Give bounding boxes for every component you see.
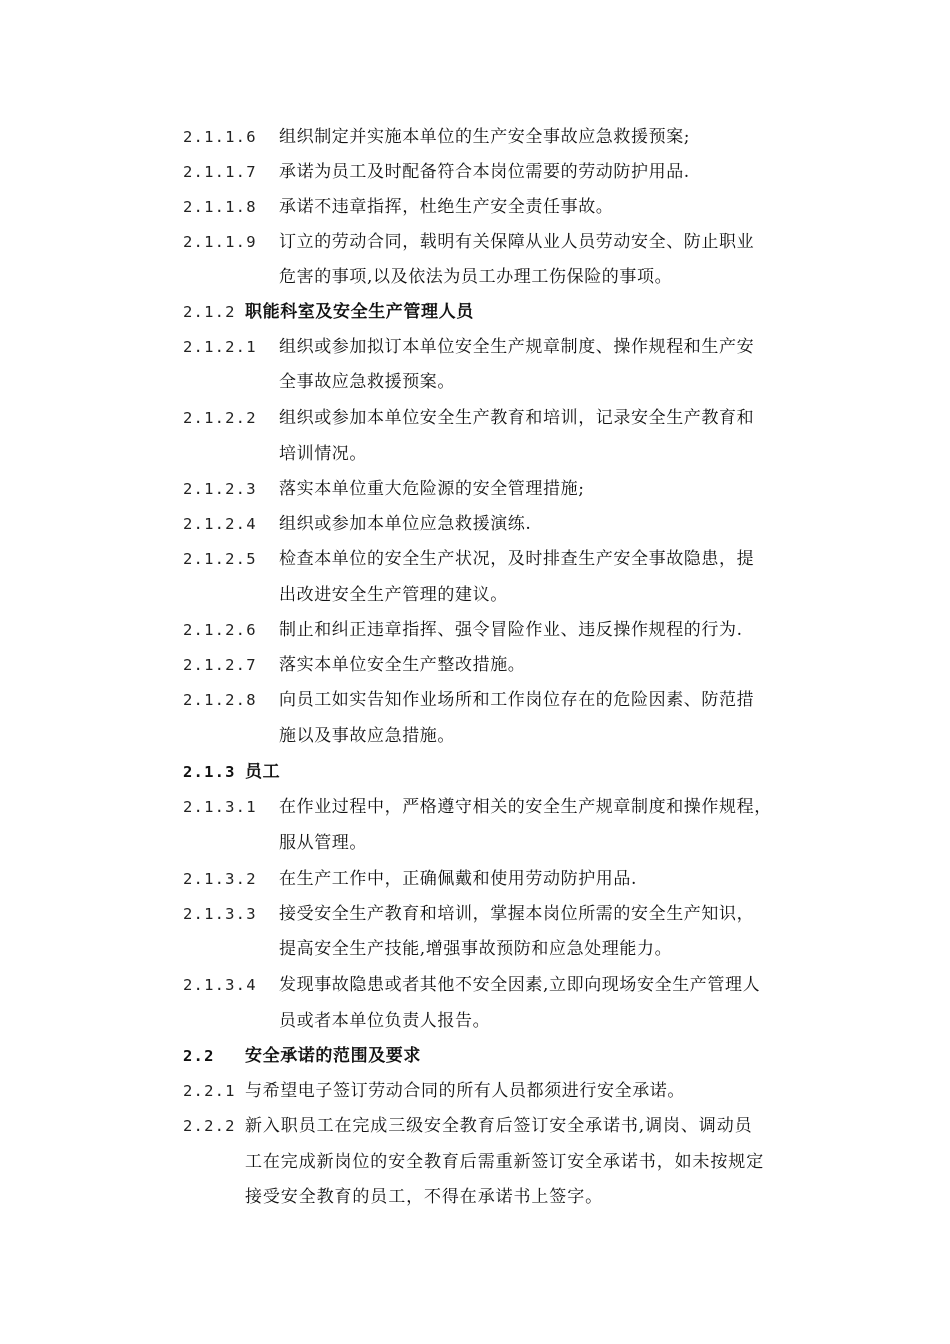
clause-text: 制止和纠正违章指挥、强令冒险作业、违反操作规程的行为. <box>279 620 743 640</box>
clause-text-line-1: 订立的劳动合同，载明有关保障从业人员劳动安全、防止职业 <box>279 232 755 252</box>
heading-number: 2.2 <box>183 1047 215 1065</box>
clause-text: 与希望电子签订劳动合同的所有人员都须进行安全承诺。 <box>245 1081 685 1101</box>
clause-2-2-2 <box>0 1111 950 1141</box>
clause-number: 2.1.2.6 <box>183 621 257 639</box>
clause-number: 2.1.3.1 <box>183 798 257 816</box>
heading-2-2 <box>0 1041 950 1071</box>
clause-2-2-1 <box>0 1076 950 1106</box>
clause-2-1-1-7 <box>0 157 950 187</box>
clause-number: 2.1.1.6 <box>183 128 257 146</box>
clause-2-2-2-cont-1 <box>0 1147 950 1177</box>
clause-2-1-2-8-cont <box>0 721 950 751</box>
clause-2-1-2-2 <box>0 403 950 433</box>
clause-text-line-1: 新入职员工在完成三级安全教育后签订安全承诺书,调岗、调动员 <box>245 1116 753 1136</box>
clause-text-line-1: 发现事故隐患或者其他不安全因素,立即向现场安全生产管理人 <box>279 975 761 995</box>
clause-text-line-2: 员或者本单位负责人报告。 <box>279 1011 491 1031</box>
clause-number: 2.1.2.7 <box>183 656 257 674</box>
clause-2-2-2-cont-2 <box>0 1182 950 1212</box>
clause-number: 2.1.1.7 <box>183 163 257 181</box>
clause-2-1-3-3-cont <box>0 934 950 964</box>
clause-2-1-1-9-cont <box>0 262 950 292</box>
clause-2-1-3-4-cont <box>0 1006 950 1036</box>
clause-2-1-1-6 <box>0 122 950 152</box>
clause-text: 在生产工作中，正确佩戴和使用劳动防护用品. <box>279 869 638 889</box>
heading-2-1-3 <box>0 757 950 787</box>
clause-number: 2.2.1 <box>183 1082 236 1100</box>
heading-title: 职能科室及安全生产管理人员 <box>245 302 474 322</box>
clause-text-line-2: 全事故应急救援预案。 <box>279 372 455 392</box>
clause-2-1-1-8 <box>0 192 950 222</box>
clause-number: 2.1.2.2 <box>183 409 257 427</box>
heading-2-1-2 <box>0 297 950 327</box>
heading-number: 2.1.2 <box>183 303 236 321</box>
clause-2-1-2-5-cont <box>0 580 950 610</box>
clause-2-1-3-2 <box>0 864 950 894</box>
clause-text-line-1: 接受安全生产教育和培训，掌握本岗位所需的安全生产知识， <box>279 904 755 924</box>
clause-2-1-2-3 <box>0 474 950 504</box>
clause-2-1-1-9 <box>0 227 950 257</box>
heading-number: 2.1.3 <box>183 763 236 781</box>
clause-text-line-2: 培训情况。 <box>279 444 367 464</box>
clause-number: 2.1.2.5 <box>183 550 257 568</box>
clause-text-line-1: 在作业过程中，严格遵守相关的安全生产规章制度和操作规程， <box>279 797 772 817</box>
clause-number: 2.1.3.2 <box>183 870 257 888</box>
clause-2-1-2-1 <box>0 332 950 362</box>
clause-2-1-2-5 <box>0 544 950 574</box>
clause-text-line-1: 组织或参加拟订本单位安全生产规章制度、操作规程和生产安 <box>279 337 755 357</box>
clause-2-1-2-7 <box>0 650 950 680</box>
clause-2-1-2-8 <box>0 685 950 715</box>
clause-2-1-3-1-cont <box>0 828 950 858</box>
clause-number: 2.1.3.3 <box>183 905 257 923</box>
clause-number: 2.1.2.1 <box>183 338 257 356</box>
clause-2-1-2-1-cont <box>0 367 950 397</box>
clause-text-line-3: 接受安全教育的员工，不得在承诺书上签字。 <box>245 1187 603 1207</box>
heading-title: 安全承诺的范围及要求 <box>245 1046 421 1066</box>
clause-2-1-3-3 <box>0 899 950 929</box>
clause-number: 2.1.1.9 <box>183 233 257 251</box>
clause-text: 承诺不违章指挥，杜绝生产安全责任事故。 <box>279 197 614 217</box>
clause-text-line-2: 服从管理。 <box>279 833 367 853</box>
clause-number: 2.1.3.4 <box>183 976 257 994</box>
clause-2-1-3-1 <box>0 792 950 822</box>
clause-2-1-2-2-cont <box>0 439 950 469</box>
clause-text-line-1: 组织或参加本单位安全生产教育和培训，记录安全生产教育和 <box>279 408 755 428</box>
clause-number: 2.1.2.8 <box>183 691 257 709</box>
clause-number: 2.1.2.3 <box>183 480 257 498</box>
clause-text: 落实本单位安全生产整改措施。 <box>279 655 526 675</box>
clause-text-line-1: 检查本单位的安全生产状况，及时排查生产安全事故隐患，提 <box>279 549 755 569</box>
clause-text: 落实本单位重大危险源的安全管理措施; <box>279 479 585 499</box>
clause-2-1-2-4 <box>0 509 950 539</box>
clause-text: 组织或参加本单位应急救援演练. <box>279 514 532 534</box>
clause-text-line-2: 提高安全生产技能,增强事故预防和应急处理能力。 <box>279 939 673 959</box>
heading-title: 员工 <box>245 762 281 782</box>
clause-text-line-2: 出改进安全生产管理的建议。 <box>279 585 508 605</box>
clause-text-line-2: 施以及事故应急措施。 <box>279 726 455 746</box>
clause-text: 承诺为员工及时配备符合本岗位需要的劳动防护用品. <box>279 162 690 182</box>
clause-number: 2.1.1.8 <box>183 198 257 216</box>
clause-number: 2.2.2 <box>183 1117 236 1135</box>
clause-text-line-2: 工在完成新岗位的安全教育后需重新签订安全承诺书，如未按规定 <box>245 1152 765 1172</box>
clause-number: 2.1.2.4 <box>183 515 257 533</box>
clause-2-1-3-4 <box>0 970 950 1000</box>
clause-text-line-2: 危害的事项,以及依法为员工办理工伤保险的事项。 <box>279 267 673 287</box>
clause-text-line-1: 向员工如实告知作业场所和工作岗位存在的危险因素、防范措 <box>279 690 755 710</box>
clause-text: 组织制定并实施本单位的生产安全事故应急救援预案; <box>279 127 691 147</box>
clause-2-1-2-6 <box>0 615 950 645</box>
